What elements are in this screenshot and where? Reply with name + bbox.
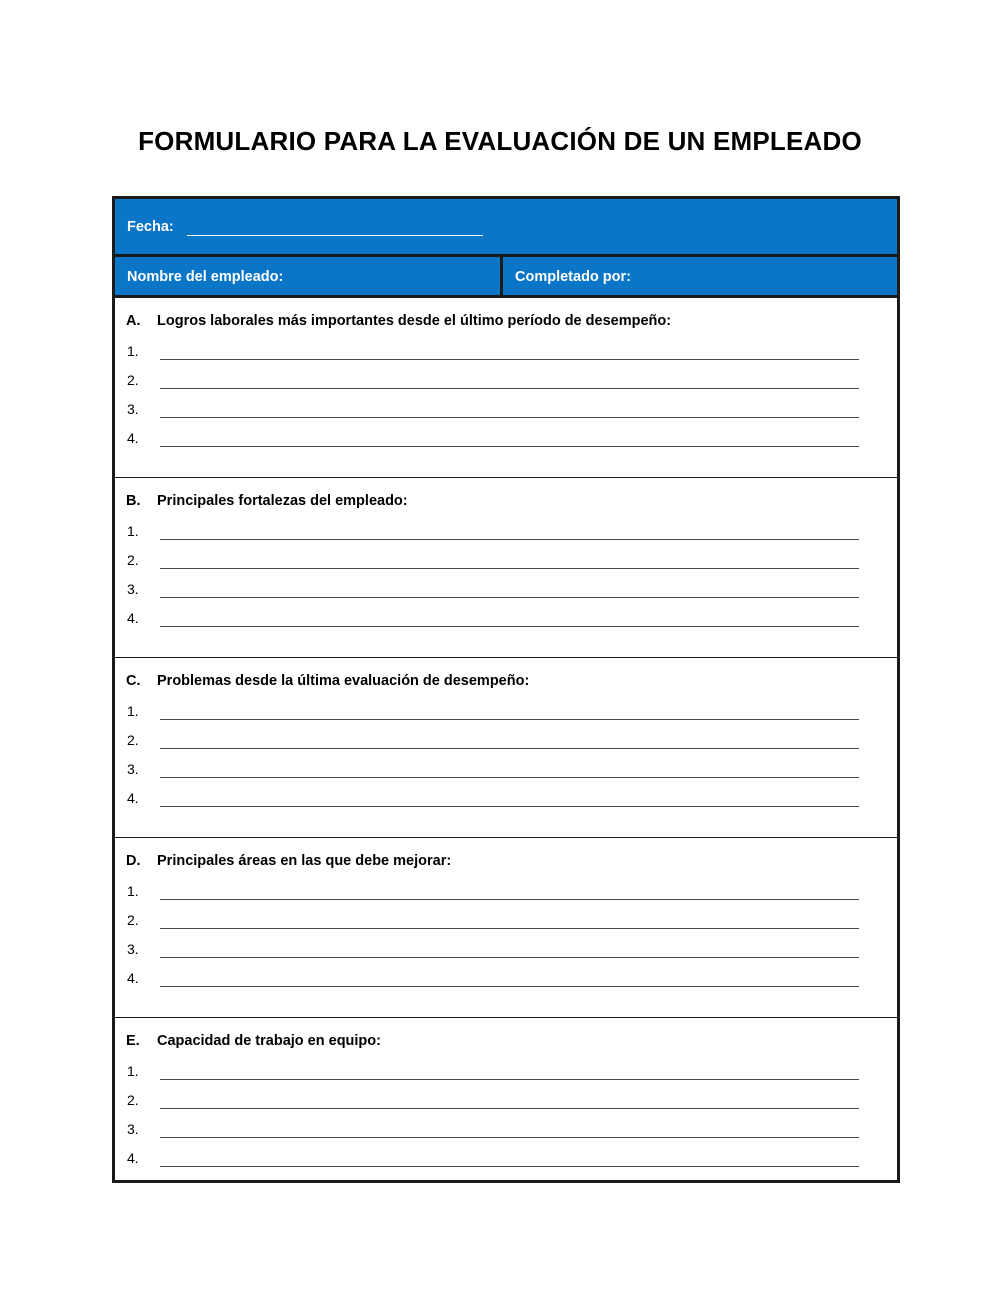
section-b [115, 478, 897, 658]
line-number: 3. [127, 581, 139, 597]
line-number: 1. [127, 883, 139, 899]
section-c-lines [115, 700, 897, 816]
line-number: 2. [127, 1092, 139, 1108]
line-item[interactable] [115, 787, 897, 816]
section-c-letter: C. [126, 673, 141, 689]
line-item[interactable] [115, 340, 897, 369]
section-b-header [115, 478, 897, 518]
line-number: 1. [127, 703, 139, 719]
date-input-rule[interactable] [187, 235, 483, 236]
line-number: 3. [127, 401, 139, 417]
line-input-rule[interactable] [160, 1137, 859, 1138]
line-input-rule[interactable] [160, 1108, 859, 1109]
line-item[interactable] [115, 578, 897, 607]
line-input-rule[interactable] [160, 417, 859, 418]
line-item[interactable] [115, 520, 897, 549]
line-input-rule[interactable] [160, 719, 859, 720]
section-a-header [115, 298, 897, 338]
section-c [115, 658, 897, 838]
line-input-rule[interactable] [160, 777, 859, 778]
section-b-title: Principales fortalezas del empleado: [157, 493, 408, 509]
line-number: 2. [127, 552, 139, 568]
section-b-lines [115, 520, 897, 636]
section-c-header [115, 658, 897, 698]
section-a-letter: A. [126, 313, 141, 329]
line-input-rule[interactable] [160, 806, 859, 807]
section-e [115, 1018, 897, 1180]
line-number: 3. [127, 1121, 139, 1137]
line-item[interactable] [115, 967, 897, 996]
section-e-lines [115, 1060, 897, 1176]
line-input-rule[interactable] [160, 1166, 859, 1167]
line-item[interactable] [115, 1118, 897, 1147]
line-item[interactable] [115, 880, 897, 909]
line-input-rule[interactable] [160, 1079, 859, 1080]
line-input-rule[interactable] [160, 597, 859, 598]
line-input-rule[interactable] [160, 928, 859, 929]
line-item[interactable] [115, 1147, 897, 1176]
line-number: 2. [127, 912, 139, 928]
line-input-rule[interactable] [160, 388, 859, 389]
line-item[interactable] [115, 909, 897, 938]
section-b-letter: B. [126, 493, 141, 509]
line-input-rule[interactable] [160, 626, 859, 627]
section-d-lines [115, 880, 897, 996]
line-item[interactable] [115, 729, 897, 758]
line-number: 4. [127, 610, 139, 626]
section-a [115, 298, 897, 478]
employee-name-label: Nombre del empleado: [127, 269, 284, 285]
line-number: 4. [127, 970, 139, 986]
line-number: 1. [127, 523, 139, 539]
section-e-title: Capacidad de trabajo en equipo: [157, 1033, 381, 1049]
line-number: 1. [127, 343, 139, 359]
line-number: 2. [127, 732, 139, 748]
line-item[interactable] [115, 398, 897, 427]
line-input-rule[interactable] [160, 899, 859, 900]
section-a-lines [115, 340, 897, 456]
form-header-names-row [115, 257, 897, 298]
section-e-letter: E. [126, 1033, 140, 1049]
line-number: 1. [127, 1063, 139, 1079]
date-label: Fecha: [127, 219, 174, 235]
line-item[interactable] [115, 1089, 897, 1118]
section-a-title: Logros laborales más importantes desde el último período de desempeño: [157, 313, 672, 329]
line-number: 3. [127, 761, 139, 777]
section-d-letter: D. [126, 853, 141, 869]
evaluation-form-table [112, 196, 900, 1183]
page-title: FORMULARIO PARA LA EVALUACIÓN DE UN EMPLEADO [138, 126, 862, 157]
section-c-title: Problemas desde la última evaluación de desempeño: [157, 673, 530, 689]
line-item[interactable] [115, 700, 897, 729]
employee-name-cell[interactable] [115, 257, 503, 295]
form-header-date-row [115, 199, 897, 257]
line-item[interactable] [115, 549, 897, 578]
line-item[interactable] [115, 1060, 897, 1089]
section-d [115, 838, 897, 1018]
section-d-title: Principales áreas en las que debe mejorar: [157, 853, 452, 869]
line-item[interactable] [115, 758, 897, 787]
line-number: 4. [127, 1150, 139, 1166]
section-e-header [115, 1018, 897, 1058]
line-item[interactable] [115, 607, 897, 636]
line-item[interactable] [115, 938, 897, 967]
line-input-rule[interactable] [160, 359, 859, 360]
completed-by-label: Completado por: [515, 269, 631, 285]
line-input-rule[interactable] [160, 539, 859, 540]
line-number: 4. [127, 430, 139, 446]
line-input-rule[interactable] [160, 986, 859, 987]
section-d-header [115, 838, 897, 878]
line-input-rule[interactable] [160, 957, 859, 958]
line-input-rule[interactable] [160, 568, 859, 569]
line-number: 4. [127, 790, 139, 806]
line-item[interactable] [115, 369, 897, 398]
completed-by-cell[interactable] [503, 257, 897, 295]
line-input-rule[interactable] [160, 446, 859, 447]
line-number: 2. [127, 372, 139, 388]
line-number: 3. [127, 941, 139, 957]
line-input-rule[interactable] [160, 748, 859, 749]
line-item[interactable] [115, 427, 897, 456]
